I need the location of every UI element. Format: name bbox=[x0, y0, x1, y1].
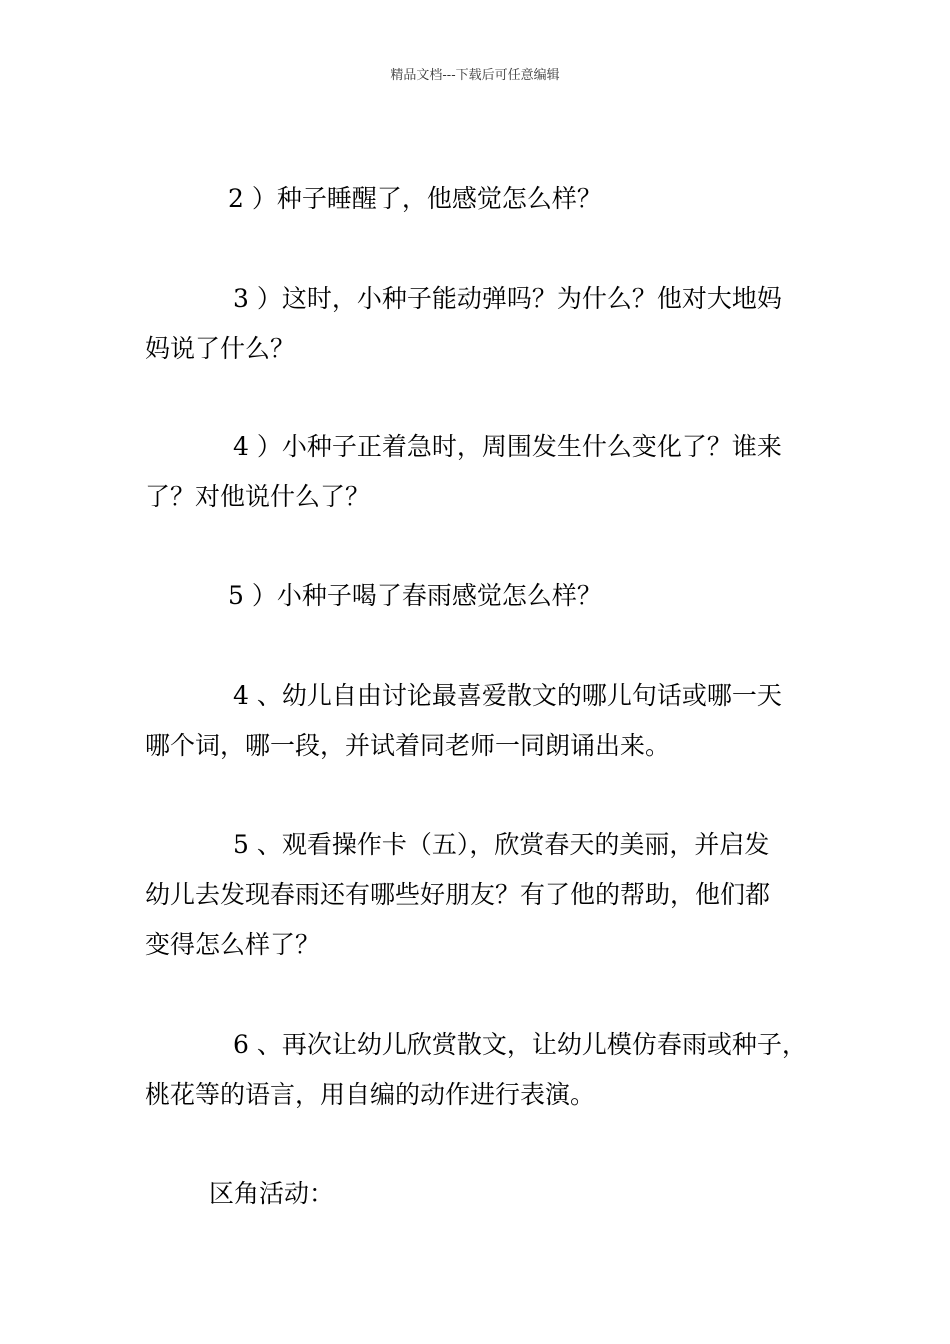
section-heading-corner-activities: 区角活动： bbox=[209, 1179, 335, 1208]
step-6-line-1: 6 、再次让幼儿欣赏散文，让幼儿模仿春雨或种子， bbox=[233, 1030, 807, 1059]
question-3-line-2: 妈说了什么？ bbox=[145, 334, 296, 363]
step-5-line-1: 5 、观看操作卡（五），欣赏春天的美丽，并启发 bbox=[233, 830, 770, 859]
step-6-line-2: 桃花等的语言，用自编的动作进行表演。 bbox=[145, 1080, 596, 1109]
question-5-line: 5 ）小种子喝了春雨感觉怎么样？ bbox=[228, 581, 602, 610]
question-2-line: 2 ）种子睡醒了，他感觉怎么样？ bbox=[228, 184, 602, 213]
step-5-line-3: 变得怎么样了？ bbox=[145, 930, 321, 959]
question-3-line-1: 3 ）这时，小种子能动弹吗？为什么？他对大地妈 bbox=[233, 284, 782, 313]
step-5-line-2: 幼儿去发现春雨还有哪些好朋友？有了他的帮助，他们都 bbox=[145, 880, 771, 909]
step-4-line-2: 哪个词，哪一段，并试着同老师一同朗诵出来。 bbox=[145, 731, 671, 760]
question-4-line-2: 了？对他说什么了？ bbox=[145, 482, 371, 511]
question-4-line-1: 4 ）小种子正着急时，周围发生什么变化了？谁来 bbox=[233, 432, 782, 461]
step-4-line-1: 4 、幼儿自由讨论最喜爱散文的哪儿句话或哪一天 bbox=[233, 681, 782, 710]
page-header: 精品文档---下载后可任意编辑 bbox=[390, 68, 560, 83]
